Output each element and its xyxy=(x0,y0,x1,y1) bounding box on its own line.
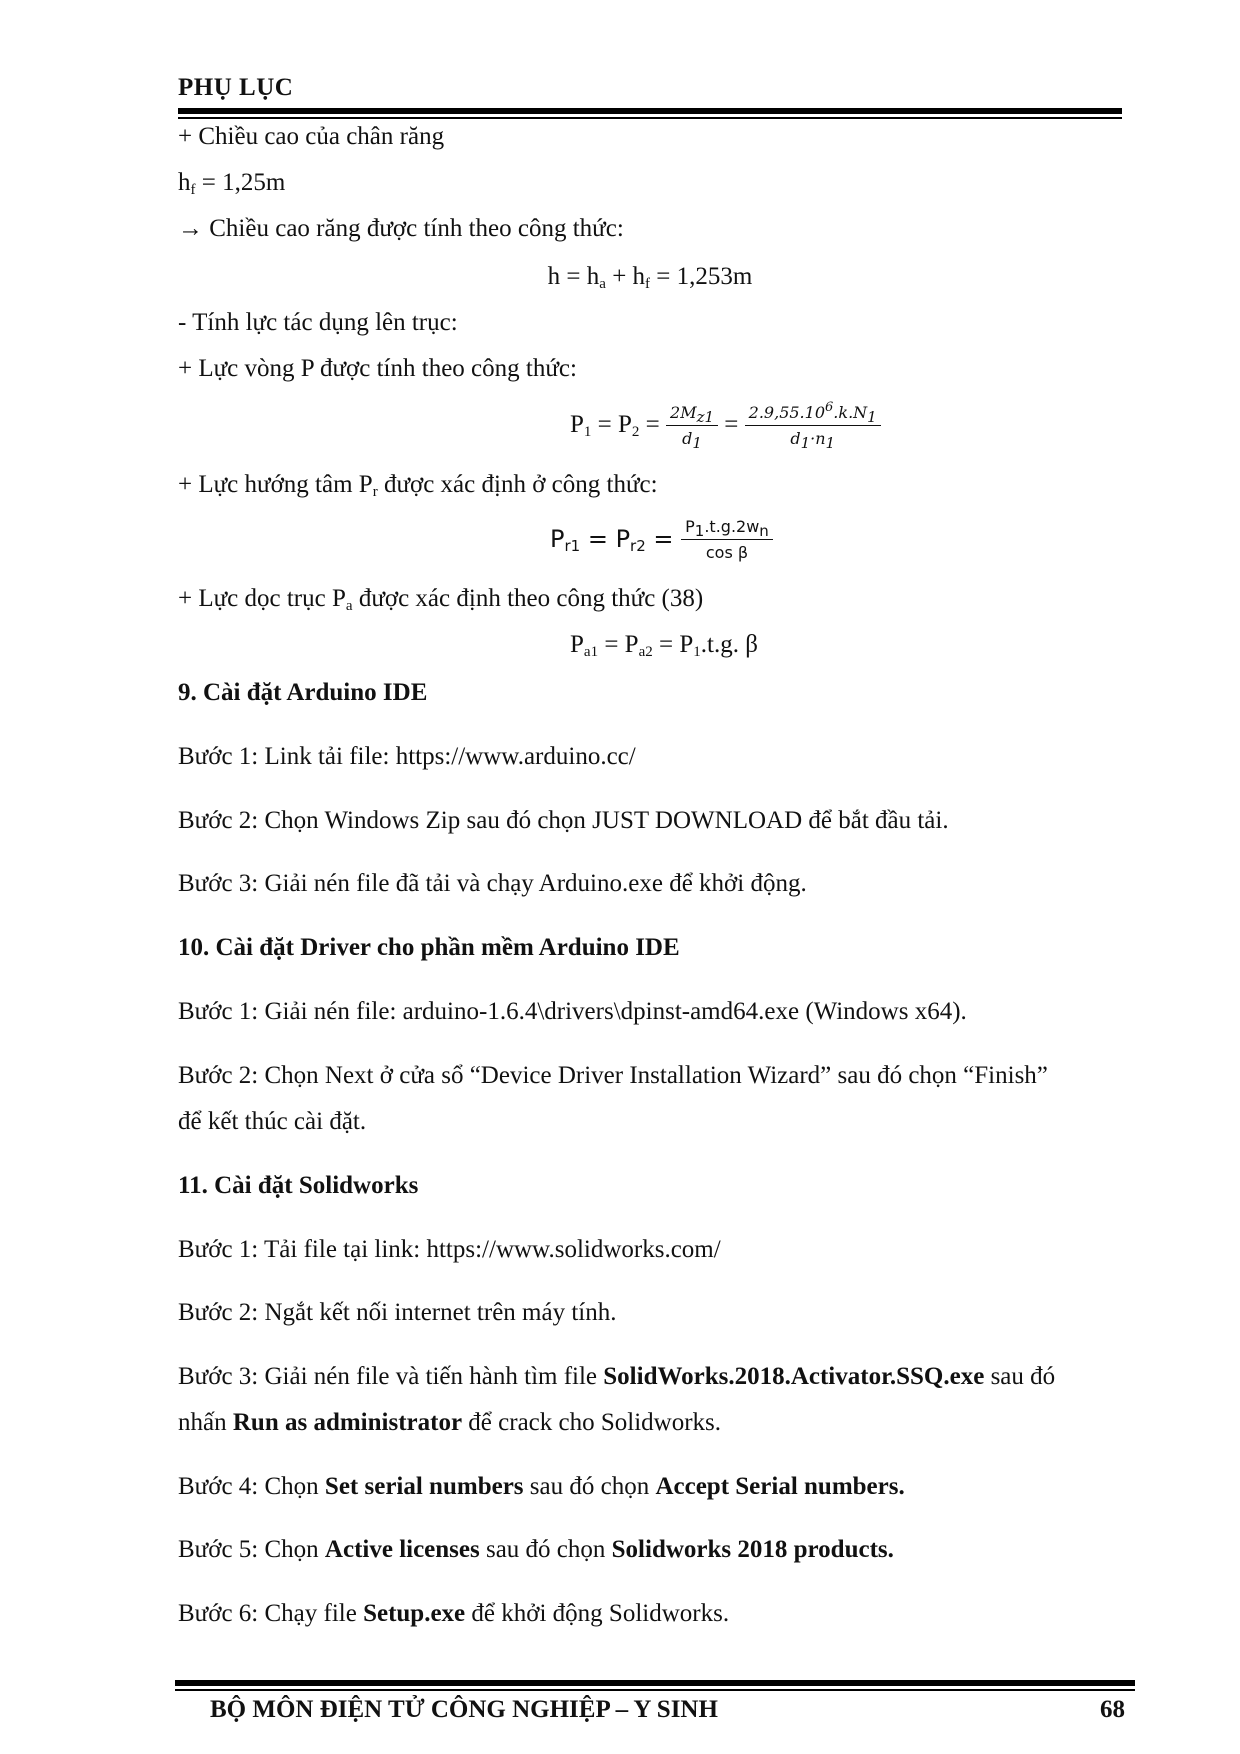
eq4-s2: a2 xyxy=(638,644,653,660)
eq4-s1: a1 xyxy=(583,644,599,660)
footer-rule-thick xyxy=(175,1680,1135,1686)
b6-bold: Setup.exe xyxy=(363,1600,466,1627)
eq2-den2-sub: 1 xyxy=(800,433,811,452)
line-force-intro: - Tính lực tác dụng lên trục: xyxy=(178,309,458,336)
line-axial-force xyxy=(178,584,703,614)
eq2-eq: = xyxy=(639,411,667,438)
eq3-fraction xyxy=(681,515,773,566)
line-root-height: + Chiều cao của chân răng xyxy=(178,123,445,150)
hf-symbol: h xyxy=(178,169,191,196)
sec11-step-3-cont xyxy=(178,1408,721,1438)
line-hf xyxy=(178,168,285,198)
eq2-num1: 2M xyxy=(670,402,697,422)
eq2-num2-rest: .k.N xyxy=(833,402,868,422)
b3b-post: để crack cho Solidworks. xyxy=(462,1409,722,1436)
radial-sub: r xyxy=(372,484,378,500)
radial-pre: + Lực hướng tâm P xyxy=(178,471,373,498)
b5-bold2: Solidworks 2018 products. xyxy=(611,1536,894,1563)
sec10-step-2-cont: để kết thúc cài đặt. xyxy=(178,1108,367,1135)
b4-bold2: Accept Serial numbers. xyxy=(655,1473,905,1500)
eq2-den1-sub: 1 xyxy=(692,433,702,452)
sec9-step-3: Bước 3: Giải nén file đã tải và chạy Arduino.exe để khởi động. xyxy=(178,870,807,897)
b4-mid: sau đó chọn xyxy=(523,1473,656,1500)
eq2-eq2: = xyxy=(724,411,745,438)
eq2-fraction-1 xyxy=(666,401,718,452)
eq1-plus: + h xyxy=(605,263,646,290)
b4-bold1: Set serial numbers xyxy=(324,1473,524,1500)
eq3-p1: P xyxy=(550,525,565,553)
eq1-f: f xyxy=(645,276,651,292)
eq3-r2: r xyxy=(630,537,637,555)
eq2-num2: 2.9,55.10 xyxy=(748,402,825,422)
sec11-step-1: Bước 1: Tải file tại link: https://www.solidworks.com/ xyxy=(178,1236,721,1263)
b5-pre: Bước 5: Chọn xyxy=(178,1536,325,1563)
eq1-a: a xyxy=(599,276,606,292)
eq3-r1: r xyxy=(564,537,571,555)
b6-post: để khởi động Solidworks. xyxy=(465,1600,730,1627)
eq3-r1s: 1 xyxy=(570,537,581,555)
eq3-r2s: 2 xyxy=(636,537,646,555)
b5-mid: sau đó chọn xyxy=(479,1536,612,1563)
sec11-step-5 xyxy=(178,1535,894,1565)
eq4-s3: 1 xyxy=(693,644,701,660)
section-11-title: 11. Cài đặt Solidworks xyxy=(178,1172,419,1199)
sec9-step-1: Bước 1: Link tải file: https://www.arduino.cc/ xyxy=(178,743,636,770)
eq2-den2-sub2: 1 xyxy=(825,433,836,452)
b6-pre: Bước 6: Chạy file xyxy=(178,1600,364,1627)
eq3-num: P xyxy=(685,516,695,536)
axial-pre: + Lực dọc trục P xyxy=(178,585,346,612)
footer-department: BỘ MÔN ĐIỆN TỬ CÔNG NGHIỆP – Y SINH xyxy=(210,1696,718,1723)
sec11-step-2: Bước 2: Ngắt kết nối internet trên máy tính. xyxy=(178,1299,617,1326)
line-tooth-height-intro: → Chiều cao răng được tính theo công thức: xyxy=(178,215,624,242)
eq2-den1: d xyxy=(682,428,693,448)
eq2-den2: d xyxy=(790,428,801,448)
eq3-num-sub2: n xyxy=(759,521,769,540)
line-circular-force: + Lực vòng P được tính theo công thức: xyxy=(178,355,577,382)
b3b-pre: nhấn xyxy=(178,1409,233,1436)
eq1-rest: = 1,253m xyxy=(650,263,753,290)
eq4-p: P xyxy=(570,631,584,658)
sec11-step-3 xyxy=(178,1362,1055,1392)
sec11-step-4 xyxy=(178,1472,905,1502)
eq3-num-rest: .t.g.2w xyxy=(704,516,760,536)
sec10-step-2: Bước 2: Chọn Next ở cửa sổ “Device Driver Installation Wizard” sau đó chọn “Finish” xyxy=(178,1062,1048,1089)
eq3-den: cos β xyxy=(705,542,749,562)
eq4-m2: = P xyxy=(652,631,694,658)
b3-post: sau đó xyxy=(984,1363,1056,1390)
section-9-title: 9. Cài đặt Arduino IDE xyxy=(178,679,428,706)
eq2-den2-mid: ·n xyxy=(810,428,826,448)
footer-rule-thin xyxy=(175,1689,1135,1691)
sec9-step-2: Bước 2: Chọn Windows Zip sau đó chọn JUST DOWNLOAD để bắt đầu tải. xyxy=(178,807,949,834)
sec10-step-1: Bước 1: Giải nén file: arduino-1.6.4\drivers\dpinst-amd64.exe (Windows x64). xyxy=(178,998,967,1025)
header-title: PHỤ LỤC xyxy=(178,74,294,101)
radial-post: được xác định ở công thức: xyxy=(377,471,658,498)
equation-tooth-height xyxy=(178,262,1122,292)
eq1-h: h = h xyxy=(547,263,600,290)
page-number: 68 xyxy=(1100,1696,1125,1723)
eq2-s1: 1 xyxy=(583,424,592,440)
section-10-title: 10. Cài đặt Driver cho phần mềm Arduino IDE xyxy=(178,934,680,961)
eq4-rest: .t.g. β xyxy=(700,631,758,658)
equation-radial-force xyxy=(550,514,773,566)
line-radial-force xyxy=(178,470,658,500)
axial-sub: a xyxy=(345,598,353,614)
axial-post: được xác định theo công thức (38) xyxy=(352,585,704,612)
eq3-mid: = P xyxy=(580,525,631,553)
b5-bold1: Active licenses xyxy=(324,1536,480,1563)
b3-pre: Bước 3: Giải nén file và tiến hành tìm file xyxy=(178,1363,604,1390)
eq2-num1-sub: z xyxy=(696,407,705,426)
eq2-lhs: P xyxy=(570,411,584,438)
eq2-num2-sup: 6 xyxy=(825,399,834,415)
hf-value: = 1,25m xyxy=(195,169,286,196)
header-rule-thin xyxy=(178,117,1122,119)
equation-circular-force xyxy=(570,400,881,452)
eq4-m1: = P xyxy=(598,631,639,658)
eq3-eq: = xyxy=(645,525,682,553)
header-rule-thick xyxy=(178,108,1122,114)
b3b-bold: Run as administrator xyxy=(232,1409,463,1436)
eq2-num2-sub: 1 xyxy=(867,407,877,426)
hf-sub: f xyxy=(190,182,196,198)
eq2-mid: = P xyxy=(591,411,632,438)
eq2-fraction-2 xyxy=(745,401,881,452)
eq2-num1-sub2: 1 xyxy=(704,407,715,426)
b3-file: SolidWorks.2018.Activator.SSQ.exe xyxy=(603,1363,985,1390)
sec11-step-6 xyxy=(178,1599,729,1629)
b4-pre: Bước 4: Chọn xyxy=(178,1473,325,1500)
equation-axial-force xyxy=(570,630,758,660)
eq3-num-sub: 1 xyxy=(694,521,705,540)
eq2-s2: 2 xyxy=(631,424,640,440)
